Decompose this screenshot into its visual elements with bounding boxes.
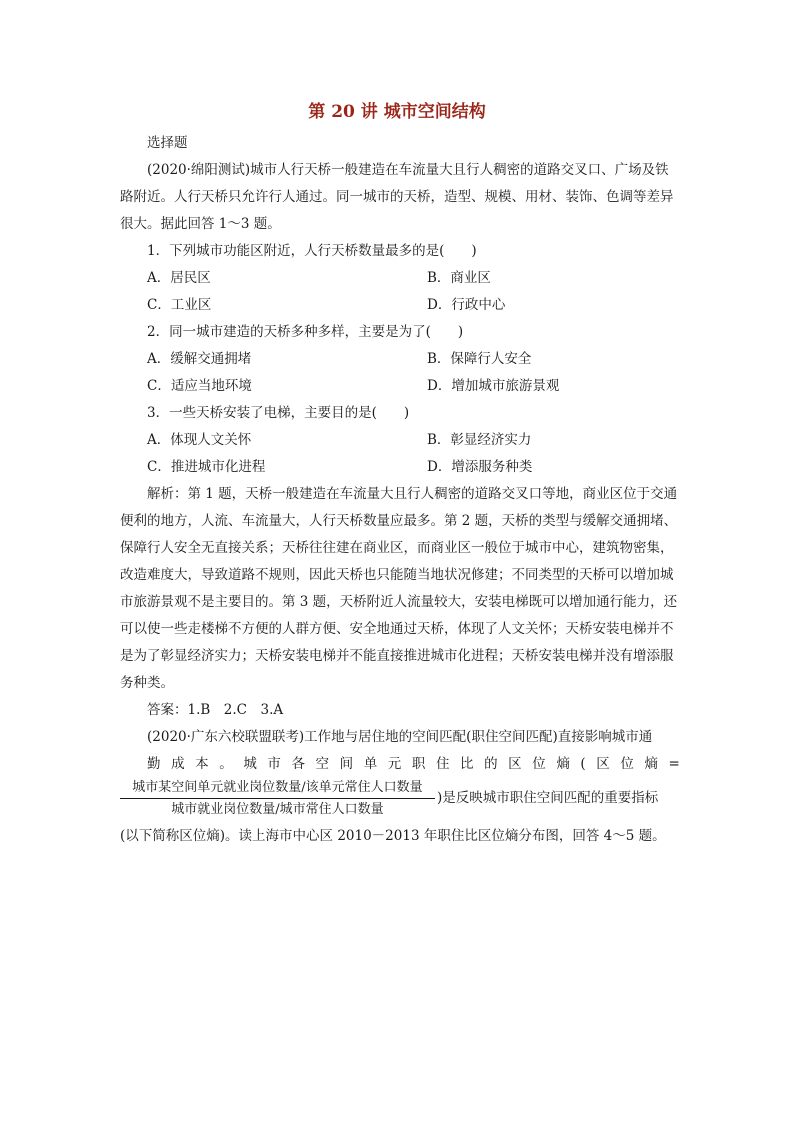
- option-3b: B．彰显经济实力: [427, 432, 532, 448]
- option-1d: D．行政中心: [427, 297, 506, 313]
- option-1b: B．商业区: [427, 270, 491, 286]
- question-1-stem: 1．下列城市功能区附近，人行天桥数量最多的是( ): [147, 243, 477, 259]
- spread-char: 区: [596, 756, 610, 772]
- option-2b: B．保障行人安全: [427, 351, 532, 367]
- spread-char: 位: [532, 756, 546, 772]
- question-2-stem: 2．同一城市建造的天桥多种多样，主要是为了( ): [147, 324, 464, 340]
- option-1c: C．工业区: [147, 297, 212, 313]
- option-1a: A．居民区: [147, 270, 211, 286]
- intro-paragraph-1: (2020·绵阳测试)城市人行天桥一般建造在车流量大且行人稠密的道路交叉口、广场及铁路附近。人行天桥只允许行人通过。同一城市的天桥，造型、规模、用材、装饰、色调等差异很大。据此回答 1～3 题。: [120, 162, 674, 232]
- formula-denominator: 城市就业岗位数量/城市常住人口数量: [171, 802, 384, 817]
- option-2d: D．增加城市旅游景观: [427, 378, 560, 394]
- answer-line: 答案：1.B 2.C 3.A: [147, 702, 284, 718]
- question-1-options: [120, 265, 680, 319]
- question-3-stem: 3．一些天桥安装了电梯，主要目的是( ): [147, 405, 410, 421]
- spread-char: 熵: [644, 756, 658, 772]
- option-3a: A．体现人文关怀: [147, 432, 252, 448]
- formula-trailing-text: )是反映城市职住空间匹配的重要指标: [437, 790, 659, 806]
- option-2a: A．缓解交通拥堵: [147, 351, 252, 367]
- option-3c: C．推进城市化进程: [147, 459, 266, 475]
- spread-char: 住: [435, 756, 450, 772]
- spread-char: 勤: [147, 756, 161, 772]
- formula-numerator: 城市某空间单元就业岗位数量/该单元常住人口数量: [120, 778, 435, 799]
- spread-char: 成: [171, 756, 185, 772]
- content-body: [120, 130, 680, 850]
- spread-char: 空: [315, 756, 330, 772]
- spread-char: =: [668, 756, 680, 772]
- question-3-options: [120, 427, 680, 481]
- intro-paragraph-2-last-line: (以下简称区位熵)。读上海市中心区 2010－2013 年职住比区位熵分布图，回答 4～5 题。: [120, 828, 666, 844]
- spread-char: 各: [291, 756, 305, 772]
- option-2c: C．适应当地环境: [147, 378, 252, 394]
- section-heading: 选择题: [147, 135, 188, 151]
- spread-char: (: [580, 756, 586, 772]
- spread-char: 职: [411, 756, 426, 772]
- spread-char: 间: [339, 756, 354, 772]
- spread-char: 城: [243, 756, 257, 772]
- spread-char: 熵: [556, 756, 570, 772]
- question-2-options: [120, 346, 680, 400]
- spread-char: 本: [195, 756, 209, 772]
- spread-char: 元: [387, 756, 402, 772]
- formula-block: [120, 751, 680, 823]
- analysis-paragraph: 解析：第 1 题，天桥一般建造在车流量大且行人稠密的道路交叉口等地，商业区位于交通便利的地方，人流、车流量大，人行天桥数量应最多。第 2 题，天桥的类型与缓解交通拥堵、保障行人安全无直接关系；天桥往往建在商业区，而商业区一般位于城市中心，建筑物密集，改造难度大，导致道路不规则，因此天桥也只能随当地状况修建；不同类型的天桥可以增加城市旅游景观不是主要目的。第 3 题，天桥附近人流量较大，安装电梯既可以增加通行能力，还可以使一些走楼梯不方便的人群方便、安全地通过天桥，体现了人文关怀；天桥安装电梯并不是为了彰显经济实力；天桥安装电梯并不能直接推进城市化进程；天桥安装电梯并没有增添服务种类。: [120, 486, 678, 691]
- spread-char: 。: [219, 756, 233, 772]
- option-3d: D．增添服务种类: [427, 459, 533, 475]
- spread-char: 位: [620, 756, 634, 772]
- spread-text-line: [147, 751, 680, 778]
- spread-char: 区: [508, 756, 522, 772]
- spread-char: 单: [363, 756, 378, 772]
- page-title: 第 20 讲 城市空间结构: [308, 102, 486, 122]
- spread-char: 市: [267, 756, 281, 772]
- spread-char: 的: [484, 756, 498, 772]
- spread-char: 比: [460, 756, 474, 772]
- location-entropy-formula: [120, 778, 680, 823]
- intro-paragraph-2-line1: (2020·广东六校联盟联考)工作地与居住地的空间匹配(职住空间匹配)直接影响城市通: [147, 729, 653, 745]
